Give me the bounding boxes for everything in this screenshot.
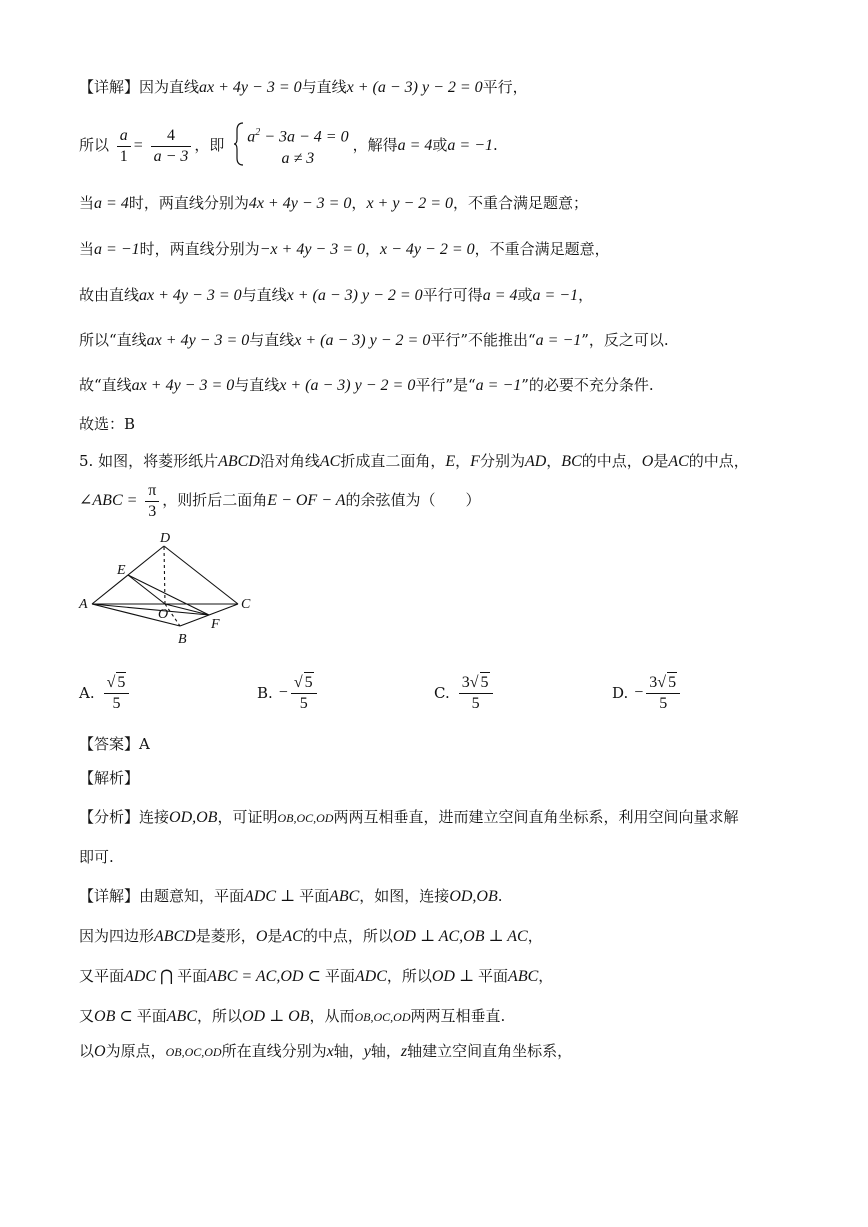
fraction-pi-over-3: $\frac{\pi}{3}$: [145, 481, 159, 522]
option-d[interactable]: D. − $\frac{3√ 5}{5}$: [612, 672, 683, 714]
option-c[interactable]: C. $\frac{3√ 5}{5}$: [434, 672, 496, 714]
option-a[interactable]: A. $\frac{√ 5}{5}$: [79, 672, 132, 714]
fraction-a-over-1: $\frac{a}{1}$: [117, 126, 131, 167]
detail1-line3: 当a = 4时，两直线分别为4x + 4y − 3 = 0，x + y − 2 = 0，不重合满足题意；: [79, 194, 589, 212]
detail1-line5: 故由直线ax + 4y − 3 = 0与直线x + (a − 3) y − 2 = 0平行可得a = 4或a = −1，: [79, 286, 594, 304]
rhombus-fold-figure: [76, 528, 266, 650]
detail2-line1: 【详解】由题意知，平面ADC ⊥ 平面ABC，如图，连接OD,OB.: [79, 887, 503, 905]
analysis-heading: 【解析】: [79, 769, 140, 787]
label-F: F: [211, 617, 220, 632]
detail2-line2: 因为四边形ABCD是菱形，O是AC的中点，所以OD ⊥ AC,OB ⊥ AC，: [79, 927, 543, 945]
analysis-line1: 【分析】连接OD,OB，可证明OB,OC,OD两两互相垂直，进而建立空间直角坐标系，利用空间向量求解: [79, 808, 739, 826]
detail1-line1: 【详解】因为直线ax + 4y − 3 = 0与直线x + (a − 3) y − 2 = 0平行，: [79, 78, 528, 96]
left-brace-icon: [233, 122, 245, 166]
detail1-line4: 当a = −1时，两直线分别为−x + 4y − 3 = 0，x − 4y − 2 = 0，不重合满足题意，: [79, 240, 610, 258]
question5-line1: 5. 如图，将菱形纸片ABCD沿对角线AC折成直二面角，E，F分别为AD，BC的中点，O是AC的中点，: [79, 452, 749, 470]
detail1-line7: 故“直线ax + 4y − 3 = 0与直线x + (a − 3) y − 2 = 0平行”是“a = −1”的必要不充分条件.: [79, 376, 654, 394]
label-D: D: [160, 531, 171, 546]
question5-line2: ∠ABC = $\frac{\pi}{3}$ ，则折后二面角E − OF − A的余弦值为（ ）: [79, 481, 481, 520]
label-B: B: [178, 632, 187, 647]
edge-AF: [92, 604, 209, 615]
fraction-4-over-a-minus-3: $\frac{4}{a - 3}$: [151, 126, 192, 167]
label-A: A: [79, 597, 88, 612]
equation-system: $a^2 - 3a - 4 = 0$ a ≠ 3: [233, 122, 348, 170]
edge-EO: [128, 575, 165, 604]
detail2-line4: 又OB ⊂ 平面ABC，所以OD ⊥ OB，从而OB,OC,OD两两互相垂直.: [79, 1007, 506, 1025]
detail1-line2: 所以 $\frac{a}{1}$ = $\frac{4}{a - 3}$ ，即 $a^2 - 3a - 4 = 0$ a ≠ 3 ，解得a = 4或a = −1.: [79, 122, 498, 170]
label-E: E: [117, 563, 126, 578]
detail2-line3: 又平面ADC ⋂ 平面ABC = AC,OD ⊂ 平面ADC，所以OD ⊥ 平面ABC，: [79, 967, 554, 985]
label-O: O: [158, 607, 169, 622]
label-C: C: [241, 597, 251, 612]
option-b[interactable]: B. − $\frac{√ 5}{5}$: [257, 672, 320, 714]
answer-line: 【答案】A: [79, 735, 150, 753]
detail1-line6: 所以“直线ax + 4y − 3 = 0与直线x + (a − 3) y − 2 = 0平行”不能推出“a = −1”，反之可以.: [79, 331, 669, 349]
edge-DC: [164, 546, 238, 604]
analysis-line2: 即可.: [79, 848, 114, 866]
edge-OD: [164, 546, 165, 604]
detail2-line5: 以O为原点，OB,OC,OD所在直线分别为x轴，y轴，z轴建立空间直角坐标系，: [79, 1042, 573, 1060]
choice-line: 故选：B: [79, 415, 136, 433]
